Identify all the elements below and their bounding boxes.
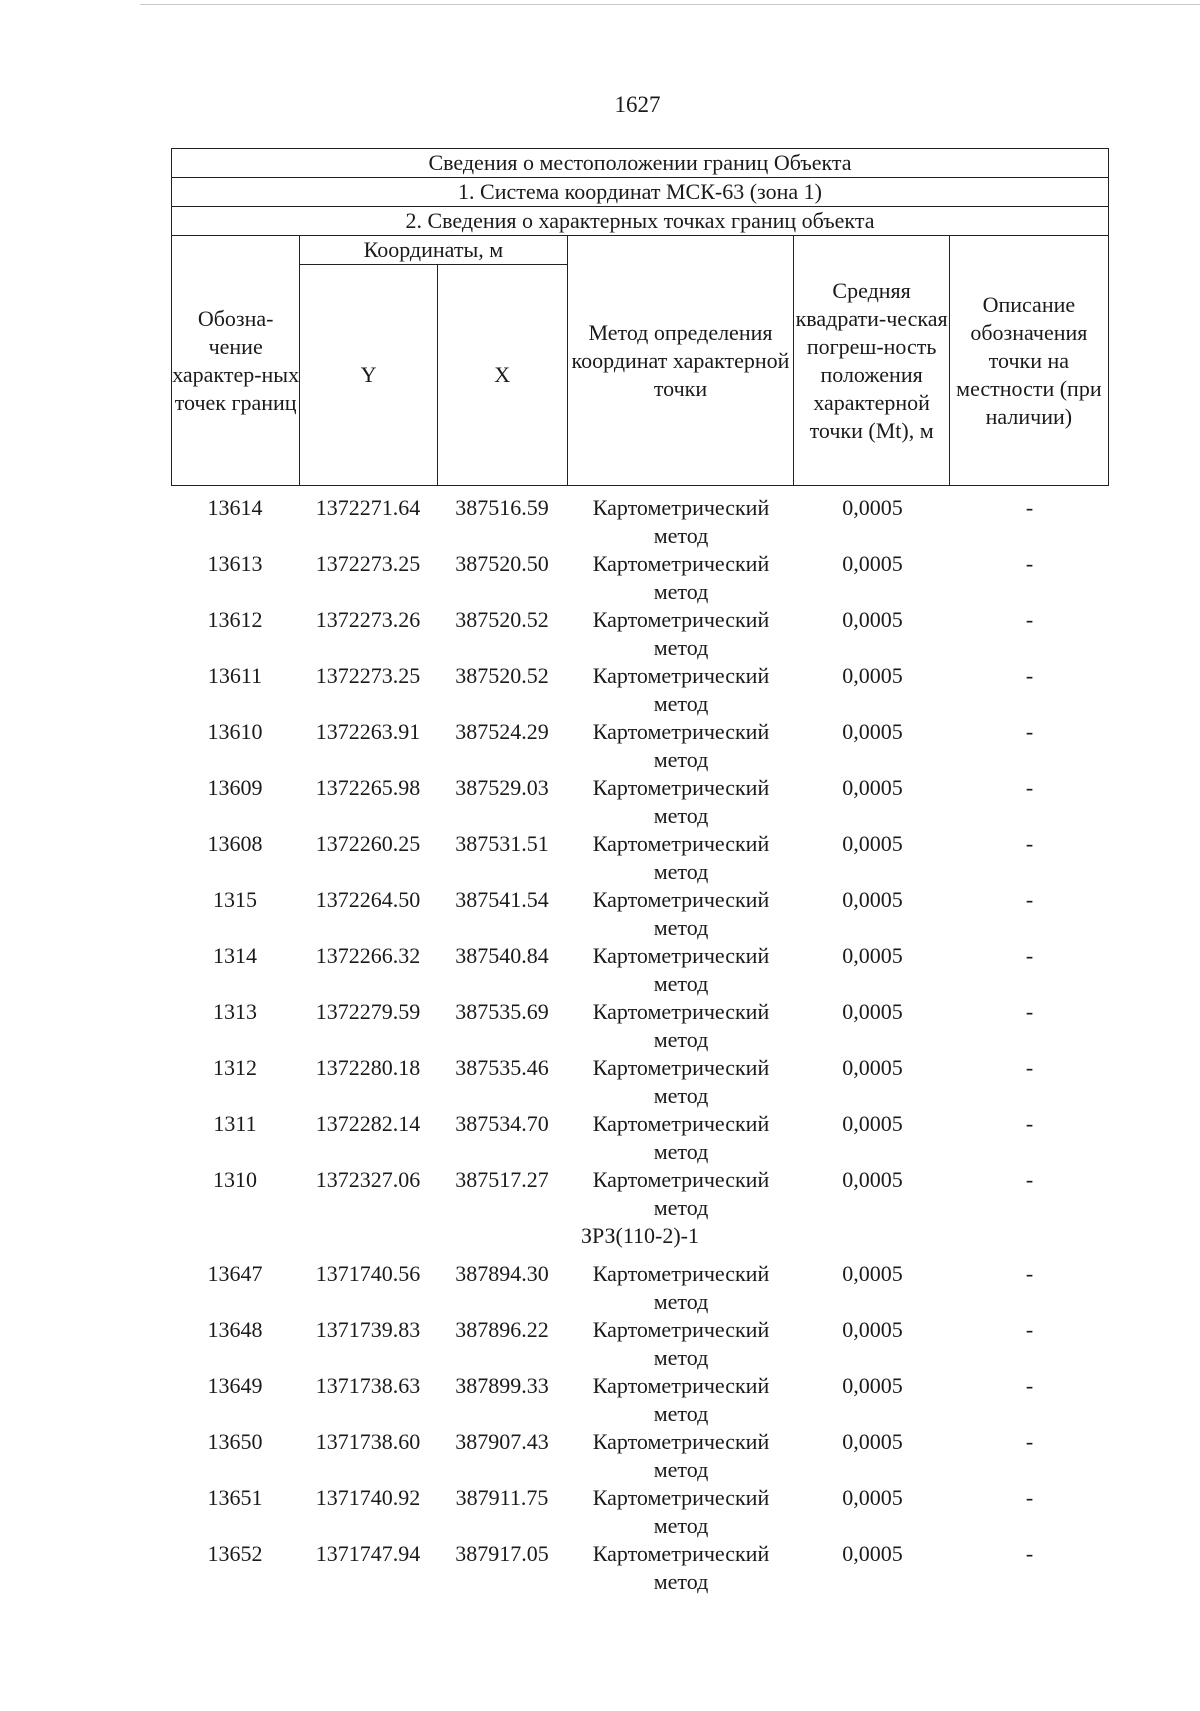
- table-row: [171, 1054, 1109, 1110]
- coord-x: 387917.05: [455, 1541, 549, 1566]
- header-coordinates: Координаты, м: [300, 236, 567, 265]
- point-id: 13613: [207, 551, 263, 576]
- table-row: [171, 494, 1109, 550]
- method: Картометрический метод: [592, 1317, 770, 1370]
- coord-y: 1372266.32: [315, 943, 421, 968]
- coord-y: 1371740.92: [315, 1485, 421, 1510]
- header-designation: Обозна-чение характер-ных точек границ: [172, 236, 300, 486]
- error-value: 0,0005: [842, 663, 903, 688]
- error-value: 0,0005: [842, 607, 903, 632]
- table-row: [171, 606, 1109, 662]
- error-value: 0,0005: [842, 887, 903, 912]
- table-row: [171, 1166, 1109, 1222]
- error-value: 0,0005: [842, 1261, 903, 1286]
- point-id: 13648: [207, 1317, 263, 1342]
- point-id: 13609: [207, 775, 263, 800]
- coord-x: 387535.46: [455, 1055, 549, 1080]
- point-id: 13651: [207, 1485, 263, 1510]
- error-value: 0,0005: [842, 1167, 903, 1192]
- coord-y: 1372264.50: [315, 887, 421, 912]
- point-description: -: [1025, 1111, 1034, 1136]
- header-method: Метод определения координат характерной точки: [567, 236, 794, 486]
- error-value: 0,0005: [842, 943, 903, 968]
- error-value: 0,0005: [842, 999, 903, 1024]
- point-id: 13610: [207, 719, 263, 744]
- table-row: [171, 1260, 1109, 1316]
- error-value: 0,0005: [842, 1541, 903, 1566]
- method: Картометрический метод: [592, 1167, 770, 1220]
- table-row: [171, 942, 1109, 998]
- coord-x: 387541.54: [455, 887, 549, 912]
- point-description: -: [1025, 1373, 1034, 1398]
- error-value: 0,0005: [842, 1485, 903, 1510]
- method: Картометрический метод: [592, 551, 770, 604]
- point-id: 13647: [207, 1261, 263, 1286]
- point-id: 13612: [207, 607, 263, 632]
- method: Картометрический метод: [592, 607, 770, 660]
- coord-y: 1372271.64: [315, 495, 421, 520]
- method: Картометрический метод: [592, 1111, 770, 1164]
- table-row: [171, 886, 1109, 942]
- page-number: 1627: [614, 92, 661, 117]
- method: Картометрический метод: [592, 999, 770, 1052]
- coord-x: 387896.22: [455, 1317, 549, 1342]
- coord-x: 387540.84: [455, 943, 549, 968]
- error-value: 0,0005: [842, 1373, 903, 1398]
- error-value: 0,0005: [842, 719, 903, 744]
- point-description: -: [1025, 775, 1034, 800]
- point-description: -: [1025, 1317, 1034, 1342]
- table-row: [171, 1484, 1109, 1540]
- point-description: -: [1025, 1167, 1034, 1192]
- coordinate-system: 1. Система координат МСК-63 (зона 1): [172, 178, 1109, 207]
- method: Картометрический метод: [592, 719, 770, 772]
- coord-x: 387520.50: [455, 551, 549, 576]
- coord-y: 1371738.60: [315, 1429, 421, 1454]
- method: Картометрический метод: [592, 1373, 770, 1426]
- coord-x: 387534.70: [455, 1111, 549, 1136]
- coord-x: 387894.30: [455, 1261, 549, 1286]
- point-description: -: [1025, 1541, 1034, 1566]
- table-row: [171, 1372, 1109, 1428]
- table-row: [171, 1428, 1109, 1484]
- method: Картометрический метод: [592, 1429, 770, 1482]
- points-caption: 2. Сведения о характерных точках границ объекта: [172, 207, 1109, 236]
- coord-y: 1371747.94: [315, 1541, 421, 1566]
- header-error: Средняя квадрати-ческая погреш-ность положения характерной точки (Mt), м: [794, 236, 949, 486]
- coord-x: 387520.52: [455, 663, 549, 688]
- method: Картометрический метод: [592, 495, 770, 548]
- point-description: -: [1025, 607, 1034, 632]
- coord-y: 1371740.56: [315, 1261, 421, 1286]
- point-id: 1313: [213, 999, 257, 1024]
- coord-y: 1372265.98: [315, 775, 421, 800]
- error-value: 0,0005: [842, 495, 903, 520]
- method: Картометрический метод: [592, 1485, 770, 1538]
- point-description: -: [1025, 663, 1034, 688]
- coord-x: 387907.43: [455, 1429, 549, 1454]
- table-row: [171, 662, 1109, 718]
- coord-y: 1372279.59: [315, 999, 421, 1024]
- point-id: 13614: [207, 495, 263, 520]
- header-y: Y: [300, 265, 438, 486]
- coord-x: 387520.52: [455, 607, 549, 632]
- table-row: [171, 550, 1109, 606]
- error-value: 0,0005: [842, 1317, 903, 1342]
- points-table: [171, 494, 1109, 1596]
- coord-x: 387535.69: [455, 999, 549, 1024]
- error-value: 0,0005: [842, 1429, 903, 1454]
- point-description: -: [1025, 887, 1034, 912]
- point-description: -: [1025, 551, 1034, 576]
- coord-x: 387517.27: [455, 1167, 549, 1192]
- coord-y: 1372280.18: [315, 1055, 421, 1080]
- point-id: 1311: [213, 1111, 257, 1136]
- point-description: -: [1025, 1261, 1034, 1286]
- point-id: 13650: [207, 1429, 263, 1454]
- table-title: Сведения о местоположении границ Объекта: [172, 149, 1109, 178]
- coord-y: 1371738.63: [315, 1373, 421, 1398]
- point-id: 13611: [207, 663, 263, 688]
- coord-x: 387529.03: [455, 775, 549, 800]
- error-value: 0,0005: [842, 831, 903, 856]
- coord-y: 1372273.25: [315, 663, 421, 688]
- point-id: 1314: [213, 943, 257, 968]
- method: Картометрический метод: [592, 1055, 770, 1108]
- table-row: [171, 830, 1109, 886]
- coord-x: 387531.51: [455, 831, 549, 856]
- coord-y: 1372273.26: [315, 607, 421, 632]
- coord-y: 1372282.14: [315, 1111, 421, 1136]
- coord-y: 1372263.91: [315, 719, 421, 744]
- method: Картометрический метод: [592, 775, 770, 828]
- table-row: [171, 718, 1109, 774]
- point-id: 13649: [207, 1373, 263, 1398]
- coord-y: 1372260.25: [315, 831, 421, 856]
- table-row: [171, 1316, 1109, 1372]
- error-value: 0,0005: [842, 551, 903, 576]
- point-description: -: [1025, 1485, 1034, 1510]
- points-group-b: [171, 1260, 1109, 1596]
- point-id: 1315: [213, 887, 257, 912]
- error-value: 0,0005: [842, 1111, 903, 1136]
- coord-x: 387516.59: [455, 495, 549, 520]
- point-id: 1310: [213, 1167, 257, 1192]
- header-description: Описание обозначения точки на местности (при наличии): [949, 236, 1108, 486]
- point-description: -: [1025, 1429, 1034, 1454]
- coord-y: 1372273.25: [315, 551, 421, 576]
- table-row: [171, 1540, 1109, 1596]
- method: Картометрический метод: [592, 943, 770, 996]
- error-value: 0,0005: [842, 775, 903, 800]
- coord-y: 1371739.83: [315, 1317, 421, 1342]
- point-description: -: [1025, 831, 1034, 856]
- coord-y: 1372327.06: [315, 1167, 421, 1192]
- method: Картометрический метод: [592, 831, 770, 884]
- coord-x: 387899.33: [455, 1373, 549, 1398]
- point-description: -: [1025, 495, 1034, 520]
- method: Картометрический метод: [592, 1541, 770, 1594]
- point-id: 13652: [207, 1541, 263, 1566]
- point-id: 13608: [207, 831, 263, 856]
- table-row: [171, 1110, 1109, 1166]
- point-id: 1312: [213, 1055, 257, 1080]
- section-label: ЗРЗ(110-2)-1: [580, 1223, 700, 1248]
- header-x: X: [437, 265, 567, 486]
- points-group-a: [171, 494, 1109, 1222]
- method: Картометрический метод: [592, 887, 770, 940]
- method: Картометрический метод: [592, 1261, 770, 1314]
- point-description: -: [1025, 1055, 1034, 1080]
- scan-edge-line: [140, 4, 1200, 5]
- section-row: [171, 1222, 1109, 1260]
- point-description: -: [1025, 719, 1034, 744]
- error-value: 0,0005: [842, 1055, 903, 1080]
- header-table: [171, 148, 1109, 486]
- coord-x: 387911.75: [455, 1485, 549, 1510]
- point-description: -: [1025, 943, 1034, 968]
- table-row: [171, 998, 1109, 1054]
- point-description: -: [1025, 999, 1034, 1024]
- coord-x: 387524.29: [455, 719, 549, 744]
- method: Картометрический метод: [592, 663, 770, 716]
- table-row: [171, 774, 1109, 830]
